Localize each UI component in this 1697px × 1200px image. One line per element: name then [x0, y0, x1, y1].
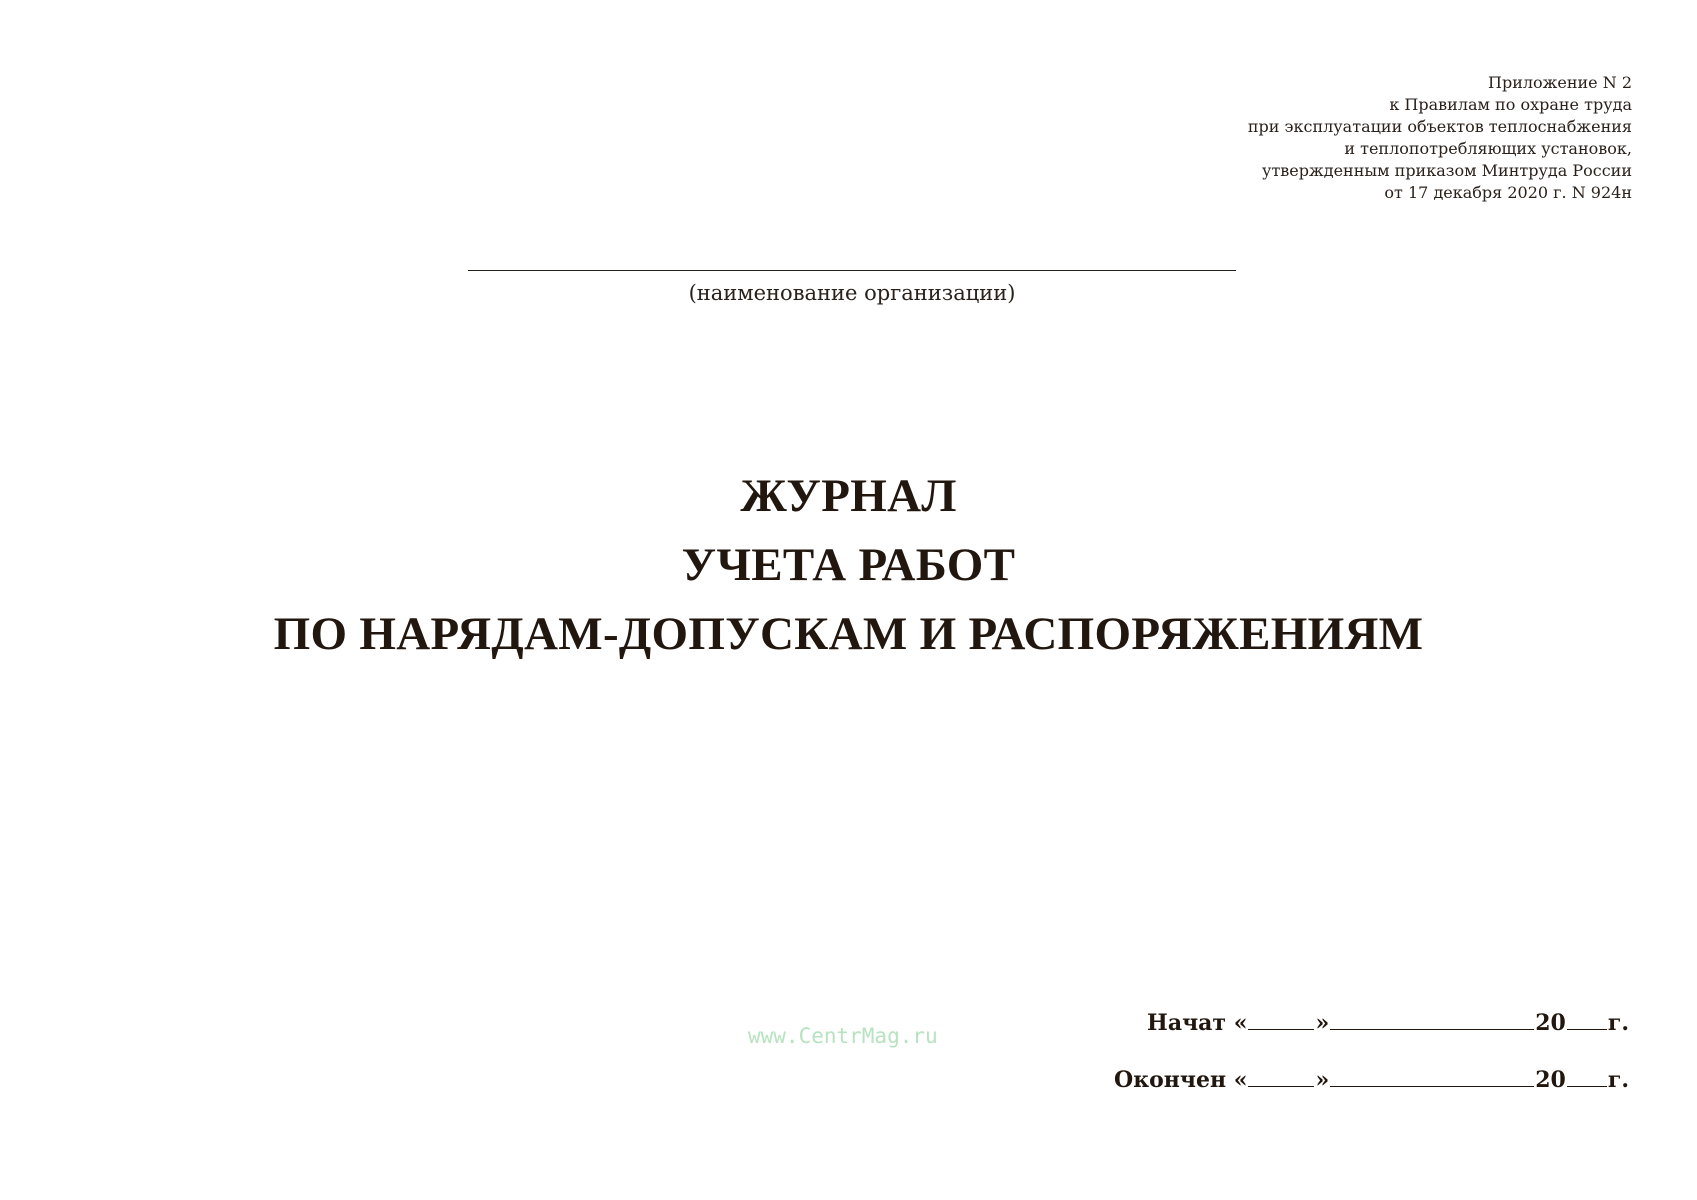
title-line-2: УЧЕТА РАБОТ: [681, 539, 1016, 591]
ended-year-prefix: 20: [1535, 1067, 1566, 1093]
appendix-line-5: утвержденным приказом Минтруда России: [1262, 161, 1632, 180]
organization-name-line: [468, 270, 1236, 271]
appendix-line-3: при эксплуатации объектов теплоснабжения: [1247, 117, 1632, 136]
appendix-line-6: от 17 декабря 2020 г. N 924н: [1384, 183, 1632, 202]
ended-year-suffix: г.: [1607, 1067, 1629, 1093]
started-date-row: [1147, 1010, 1629, 1036]
title-line-1: ЖУРНАЛ: [740, 470, 957, 522]
started-close-quote: »: [1315, 1010, 1330, 1036]
appendix-note: [1032, 72, 1632, 204]
started-year-prefix: 20: [1535, 1010, 1566, 1036]
ended-close-quote: »: [1315, 1067, 1330, 1093]
organization-caption: (наименование организации): [688, 281, 1016, 305]
ended-date-row: [1114, 1067, 1629, 1093]
journal-title: [0, 462, 1697, 669]
started-year-suffix: г.: [1607, 1010, 1629, 1036]
started-month-blank: [1330, 1010, 1534, 1030]
watermark: www.CentrMag.ru: [748, 1024, 938, 1048]
started-label: Начат «: [1147, 1010, 1248, 1036]
ended-month-blank: [1330, 1067, 1534, 1087]
ended-label: Окончен «: [1114, 1067, 1248, 1093]
appendix-line-1: Приложение N 2: [1488, 73, 1632, 92]
appendix-line-2: к Правилам по охране труда: [1389, 95, 1632, 114]
appendix-line-4: и теплопотребляющих установок,: [1344, 139, 1632, 158]
started-year-blank: [1567, 1010, 1607, 1030]
title-line-3: ПО НАРЯДАМ-ДОПУСКАМ И РАСПОРЯЖЕНИЯМ: [273, 608, 1424, 660]
started-day-blank: [1248, 1010, 1314, 1030]
ended-year-blank: [1567, 1067, 1607, 1087]
ended-day-blank: [1248, 1067, 1314, 1087]
